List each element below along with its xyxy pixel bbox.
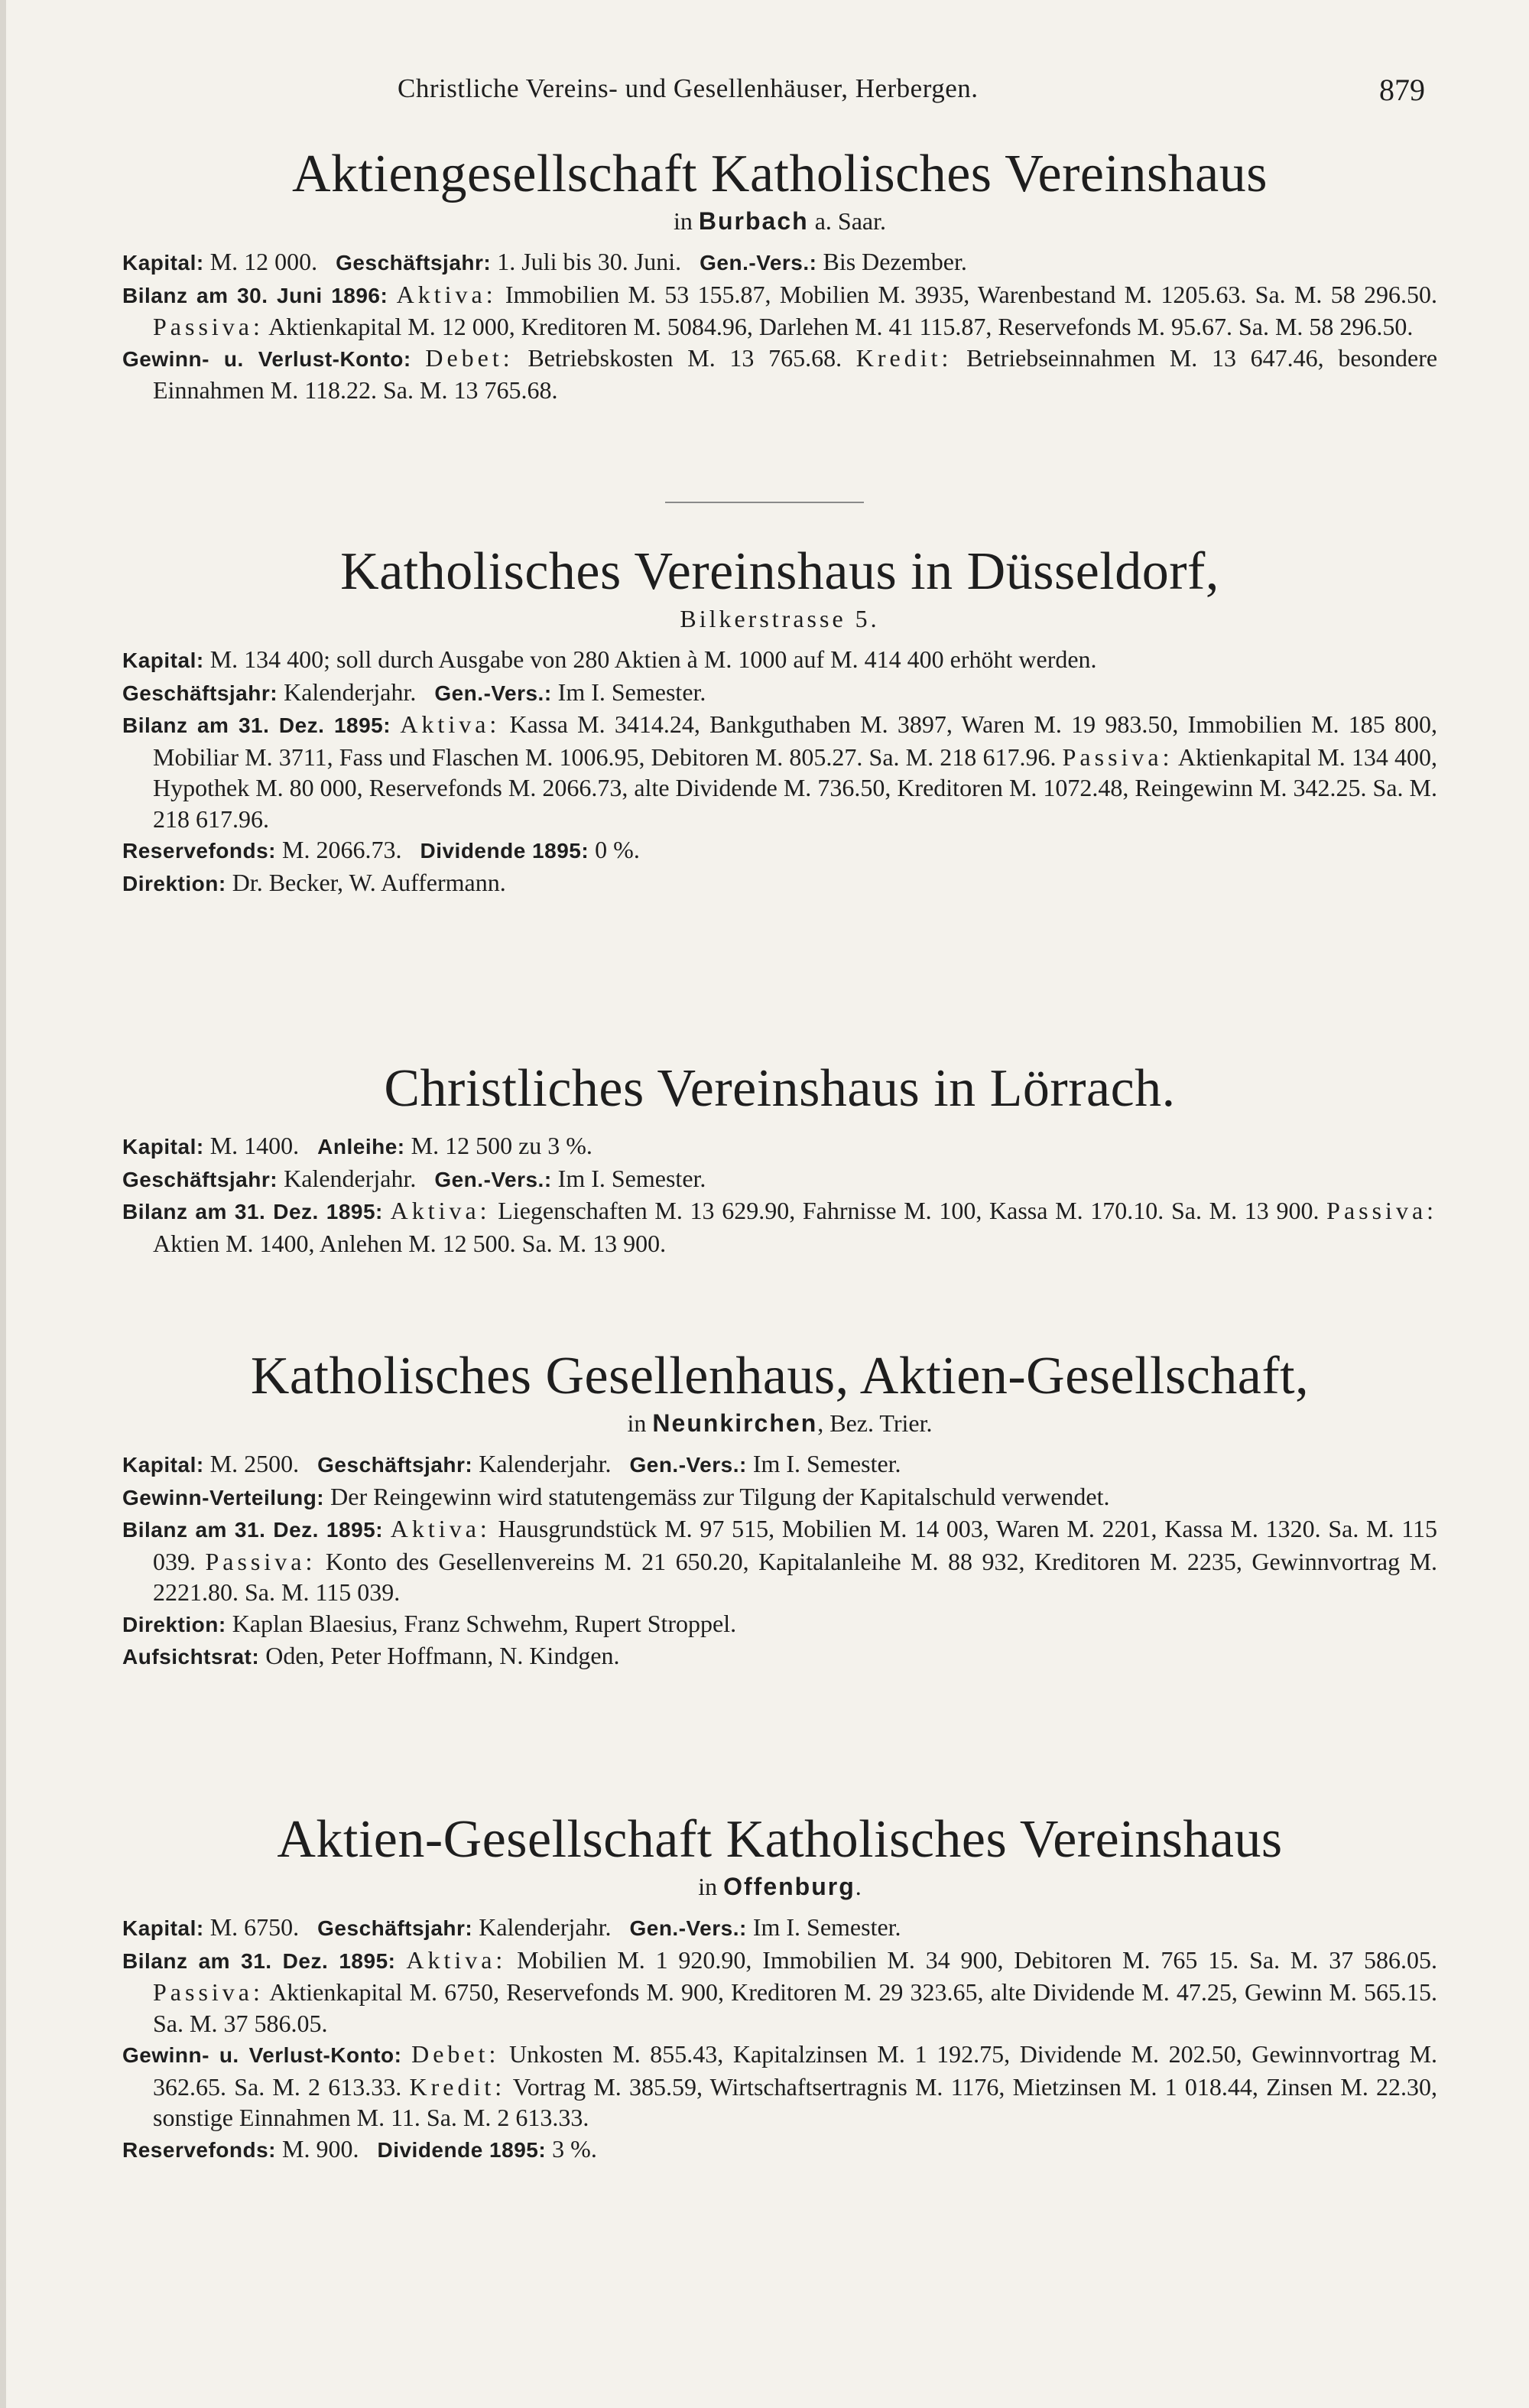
capital-line	[122, 1130, 1437, 1163]
location-prefix: in	[674, 207, 693, 235]
value-assets: Immobilien M. 53 155.87, Mobilien M. 3935, Warenbestand M. 1205.63. Sa. M. 58 296.50.	[505, 280, 1438, 308]
label-debit: Debet:	[425, 343, 514, 372]
value-credit: Vortrag M. 385.59, Wirtschaftsertragnis M. 1176, Mietzinsen M. 1 018.44, Zinsen M. 22.30, sonstige Einnahmen M. 11. Sa. M. 2 613.33.	[153, 2072, 1438, 2131]
balance-paragraph	[122, 1513, 1437, 1608]
page-number: 879	[1379, 73, 1425, 107]
label-profit-distribution: Gewinn-Verteilung:	[122, 1485, 325, 1509]
location-prefix: in	[627, 1409, 647, 1437]
label-fiscal-year: Geschäftsjahr:	[122, 681, 278, 705]
label-credit: Kredit:	[409, 2072, 506, 2101]
capital-line	[122, 246, 1437, 279]
value-dividend: 0 %.	[595, 836, 640, 863]
label-assets: Aktiva:	[400, 710, 501, 738]
balance-paragraph	[122, 1945, 1437, 2039]
value-reserve-fund: M. 2066.73.	[282, 836, 402, 863]
label-balance: Bilanz am 30. Juni 1896:	[122, 283, 388, 307]
label-credit: Kredit:	[855, 343, 953, 372]
label-assets: Aktiva:	[390, 1515, 491, 1542]
profit-loss-paragraph	[122, 343, 1437, 406]
entry-location	[122, 1409, 1437, 1438]
location-suffix: , Bez. Trier.	[817, 1409, 933, 1437]
value-fiscal-year: Kalenderjahr.	[479, 1913, 612, 1941]
address-street: Bilkerstrasse 5.	[680, 605, 880, 632]
value-assets: Kassa M. 3414.24, Bankguthaben M. 3897, Waren M. 19 983.50, Immobilien M. 185 800, Mobiliar M. 3711, Fass und Flaschen M. 1006.95, Debitoren M. 805.27. Sa. M. 218 617.96.	[153, 710, 1438, 771]
value-general-meeting: Bis Dezember.	[823, 248, 967, 275]
value-general-meeting: Im I. Semester.	[557, 1164, 706, 1192]
label-capital: Kapital:	[122, 648, 204, 672]
entry-loerrach	[122, 1058, 1437, 1259]
value-supervisory-board: Oden, Peter Hoffmann, N. Kindgen.	[265, 1642, 620, 1669]
profit-loss-paragraph	[122, 2039, 1437, 2133]
label-general-meeting: Gen.-Vers.:	[700, 251, 817, 275]
value-capital: M. 1400.	[209, 1132, 300, 1159]
balance-paragraph	[122, 709, 1437, 834]
label-capital: Kapital:	[122, 251, 204, 275]
label-reserve-fund: Reservefonds:	[122, 2137, 277, 2162]
value-debit: Betriebskosten M. 13 765.68.	[528, 343, 842, 372]
label-debit: Debet:	[411, 2040, 500, 2068]
label-general-meeting: Gen.-Vers.:	[629, 1453, 747, 1477]
label-dividend: Dividende 1895:	[420, 839, 589, 863]
label-dividend: Dividende 1895:	[377, 2137, 547, 2162]
value-fiscal-year: Kalenderjahr.	[284, 1164, 417, 1192]
entry-location	[122, 206, 1437, 236]
value-direction: Dr. Becker, W. Auffermann.	[232, 868, 506, 896]
location-place: Neunkirchen	[652, 1409, 818, 1437]
value-general-meeting: Im I. Semester.	[752, 1913, 901, 1941]
label-supervisory-board: Aufsichtsrat:	[122, 1645, 260, 1669]
location-suffix: .	[855, 1873, 862, 1900]
value-assets: Mobilien M. 1 920.90, Immobilien M. 34 900, Debitoren M. 765 15. Sa. M. 37 586.05.	[517, 1945, 1438, 1974]
label-balance: Bilanz am 31. Dez. 1895:	[122, 1518, 384, 1542]
location-suffix: a. Saar.	[814, 207, 886, 235]
label-capital: Kapital:	[122, 1916, 204, 1940]
label-fiscal-year: Geschäftsjahr:	[336, 251, 492, 275]
label-fiscal-year: Geschäftsjahr:	[122, 1167, 278, 1191]
value-capital: M. 134 400; soll durch Ausgabe von 280 Aktien à M. 1000 auf M. 414 400 erhöht werden.	[209, 645, 1097, 673]
value-assets: Liegenschaften M. 13 629.90, Fahrnisse M. 100, Kassa M. 170.10. Sa. M. 13 900.	[498, 1197, 1320, 1224]
label-liabilities: Passiva:	[153, 1978, 264, 2006]
label-capital: Kapital:	[122, 1135, 204, 1159]
value-fiscal-year: 1. Juli bis 30. Juni.	[497, 248, 682, 275]
value-profit-distribution: Der Reingewinn wird statutengemäss zur Tilgung der Kapitalschuld verwendet.	[330, 1482, 1110, 1510]
capital-line	[122, 1912, 1437, 1945]
profit-distribution-paragraph	[122, 1481, 1437, 1514]
value-liabilities: Aktienkapital M. 6750, Reservefonds M. 900, Kreditoren M. 29 323.65, alte Dividende M. 47.25, Gewinn M. 565.15. Sa. M. 37 586.05.	[153, 1978, 1437, 2037]
value-fiscal-year: Kalenderjahr.	[284, 678, 417, 706]
value-assets: Hausgrundstück M. 97 515, Mobilien M. 14 003, Waren M. 2201, Kassa M. 1320. Sa. M. 115 039.	[153, 1515, 1438, 1575]
location-place: Offenburg	[723, 1873, 855, 1900]
label-liabilities: Passiva:	[1062, 743, 1174, 771]
entry-burbach	[122, 144, 1437, 406]
direction-line	[122, 867, 1437, 900]
label-general-meeting: Gen.-Vers.:	[434, 1167, 552, 1191]
entry-title: Christliches Vereinshaus in Lörrach.	[384, 1059, 1176, 1118]
balance-paragraph	[122, 1195, 1437, 1259]
value-direction: Kaplan Blaesius, Franz Schwehm, Rupert Stroppel.	[232, 1609, 737, 1637]
label-direction: Direktion:	[122, 1612, 226, 1636]
supervisory-board-line	[122, 1640, 1437, 1673]
label-fiscal-year: Geschäftsjahr:	[317, 1916, 473, 1940]
label-capital: Kapital:	[122, 1453, 204, 1477]
binding-gutter	[0, 0, 6, 2408]
capital-paragraph	[122, 644, 1437, 677]
label-assets: Aktiva:	[390, 1197, 491, 1224]
reserve-dividend-line	[122, 834, 1437, 867]
section-divider	[665, 502, 864, 503]
entry-offenburg	[122, 1809, 1437, 2166]
value-liabilities: Aktien M. 1400, Anlehen M. 12 500. Sa. M. 13 900.	[153, 1229, 667, 1257]
running-title: Christliche Vereins- und Gesellenhäuser, Herbergen.	[398, 73, 979, 103]
value-liabilities: Aktienkapital M. 12 000, Kreditoren M. 5084.96, Darlehen M. 41 115.87, Reservefonds M. 95.67. Sa. M. 58 296.50.	[268, 313, 1414, 340]
label-assets: Aktiva:	[406, 1945, 507, 1974]
entry-title: Katholisches Vereinshaus in Düsseldorf,	[340, 542, 1219, 601]
capital-line	[122, 1448, 1437, 1481]
label-general-meeting: Gen.-Vers.:	[629, 1916, 747, 1940]
value-loan: M. 12 500 zu 3 %.	[411, 1132, 592, 1159]
value-capital: M. 6750.	[209, 1913, 300, 1941]
label-direction: Direktion:	[122, 871, 226, 895]
location-prefix: in	[698, 1873, 718, 1900]
label-liabilities: Passiva:	[1326, 1197, 1438, 1224]
value-liabilities: Aktienkapital M. 134 400, Hypothek M. 80 000, Reservefonds M. 2066.73, alte Dividende M. 736.50, Kreditoren M. 1072.48, Reingewinn M. 342.25. Sa. M. 218 617.96.	[153, 743, 1438, 833]
entry-title: Aktien-Gesellschaft Katholisches Vereinshaus	[277, 1810, 1283, 1869]
value-capital: M. 2500.	[209, 1450, 300, 1477]
label-loan: Anleihe:	[317, 1135, 405, 1159]
label-general-meeting: Gen.-Vers.:	[434, 681, 552, 705]
label-profit-loss: Gewinn- u. Verlust-Konto:	[122, 2043, 402, 2067]
entry-neunkirchen	[122, 1346, 1437, 1673]
balance-paragraph	[122, 279, 1437, 343]
label-profit-loss: Gewinn- u. Verlust-Konto:	[122, 346, 411, 371]
label-liabilities: Passiva:	[205, 1547, 317, 1575]
value-reserve-fund: M. 900.	[282, 2134, 359, 2163]
value-fiscal-year: Kalenderjahr.	[479, 1450, 612, 1477]
entry-duesseldorf	[122, 541, 1437, 899]
entry-title: Katholisches Gesellenhaus, Aktien-Gesellschaft,	[250, 1347, 1310, 1405]
label-liabilities: Passiva:	[153, 313, 264, 340]
entry-address	[122, 604, 1437, 633]
value-debit: Unkosten M. 855.43, Kapitalzinsen M. 1 192.75, Dividende M. 202.50, Gewinnvortrag M. 362.65. Sa. M. 2 613.33.	[153, 2040, 1438, 2101]
fiscal-year-line	[122, 1163, 1437, 1196]
value-dividend: 3 %.	[552, 2134, 597, 2163]
entry-title: Aktiengesellschaft Katholisches Vereinshaus	[292, 145, 1268, 203]
entry-location	[122, 1872, 1437, 1901]
reserve-dividend-line	[122, 2133, 1437, 2166]
value-general-meeting: Im I. Semester.	[557, 678, 706, 706]
location-place: Burbach	[698, 207, 809, 235]
label-fiscal-year: Geschäftsjahr:	[317, 1453, 473, 1477]
label-balance: Bilanz am 31. Dez. 1895:	[122, 1200, 383, 1223]
direction-line	[122, 1608, 1437, 1641]
value-capital: M. 12 000.	[209, 248, 318, 275]
value-liabilities: Konto des Gesellenvereins M. 21 650.20, Kapitalanleihe M. 88 932, Kreditoren M. 2235, Gewinnvortrag M. 2221.80. Sa. M. 115 039.	[153, 1547, 1438, 1606]
value-general-meeting: Im I. Semester.	[752, 1450, 901, 1477]
fiscal-year-line	[122, 677, 1437, 710]
label-reserve-fund: Reservefonds:	[122, 839, 277, 863]
label-assets: Aktiva:	[396, 280, 497, 308]
label-balance: Bilanz am 31. Dez. 1895:	[122, 1948, 396, 1973]
value-credit: Betriebseinnahmen M. 13 647.46, besondere Einnahmen M. 118.22. Sa. M. 13 765.68.	[153, 343, 1438, 404]
label-balance: Bilanz am 31. Dez. 1895:	[122, 713, 391, 737]
